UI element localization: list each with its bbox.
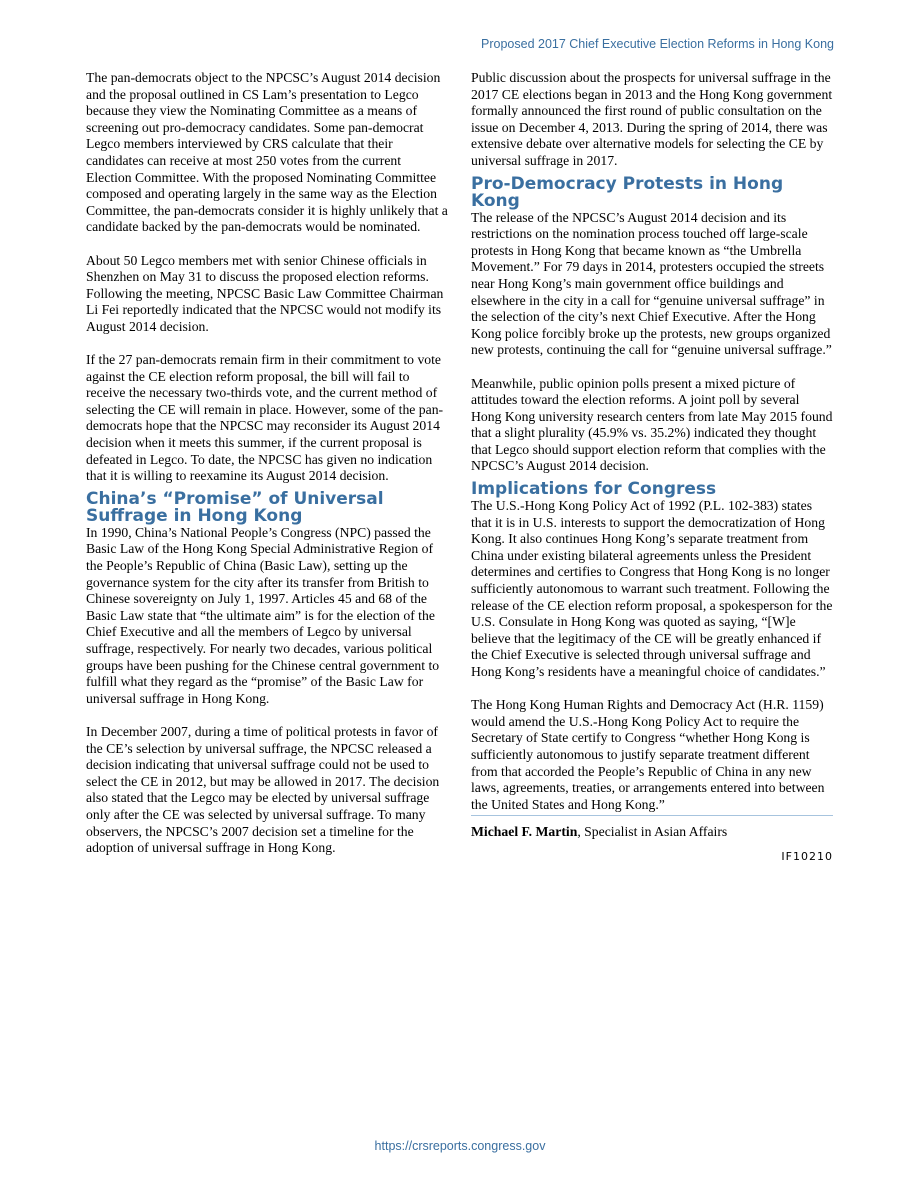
author-name: Michael F. Martin xyxy=(471,824,578,840)
paragraph: The U.S.-Hong Kong Policy Act of 1992 (P.L. 102-383) states that it is in U.S. interests to support the democratization of Hong Kong. It also continues Hong Kong’s separate treatment from China under existing bilateral agreements unless the President determines and certifies to Congress that Hong Kong is no longer sufficiently autonomous to warrant such treatment. Following the release of the CE election reform proposal, a spokesperson for the U.S. Consulate in Hong Kong was quoted as saying, “[W]e believe that the legitimacy of the CE will be greatly enhanced if the Chief Executive is selected through universal suffrage and Hong Kong’s residents have a meaningful choice of candidates.” xyxy=(471,498,833,679)
paragraph: The Hong Kong Human Rights and Democracy Act (H.R. 1159) would amend the U.S.-Hong Kong Policy Act to require the Secretary of State certify to Congress “whether Hong Kong is sufficiently autonomous to justify separate treatment different from that accorded the People’s Republic of China in any new laws, agreements, treaties, or arrangements entered into between the United States and Hong Kong.” xyxy=(471,697,825,812)
running-header: Proposed 2017 Chief Executive Election Reforms in Hong Kong xyxy=(481,37,834,51)
section-heading: Implications for Congress xyxy=(471,479,717,500)
paragraph: Public discussion about the prospects for universal suffrage in the 2017 CE elections began in 2013 and the Hong Kong government formally announced the first round of public consultation on the issue on December 4, 2013. During the spring of 2014, there was extensive debate over alternative models for selecting the CE by universal suffrage in 2017. xyxy=(471,70,833,168)
paragraph: The release of the NPCSC’s August 2014 decision and its restrictions on the nomination process touched off large-scale protests in Hong Kong that became known as “the Umbrella Movement.” For 79 days in 2014, protesters occupied the streets near Hong Kong’s main government office buildings and elsewhere in the city in a call for “genuine universal suffrage” in the selection of the city’s next Chief Executive. After the Hong Kong police forcibly broke up the protests, new groups organized new protests, continuing the call for “genuine universal suffrage.” xyxy=(471,209,832,358)
paragraph: Meanwhile, public opinion polls present a mixed picture of attitudes toward the election reforms. A joint poll by several Hong Kong university research centers from late May 2015 found that a slight plurality (45.9% vs. 35.2%) indicated they thought that Legco should support election reform that complies with the NPCSC’s August 2014 decision. xyxy=(471,375,833,474)
paragraph: In 1990, China’s National People’s Congress (NPC) passed the Basic Law of the Hong Kong Special Administrative Region of the People’s Republic of China (Basic Law), setting up the governance system for the city after its transfer from British to Chinese sovereignty on July 1, 1997. Articles 45 and 68 of the Basic Law state that “the ultimate aim” is for the election of the Chief Executive and all the members of Legco by universal suffrage, respectively. For nearly two decades, various political groups have been pushing for the Chinese central government to fulfill what they regard as the “promise” of the Basic Law for universal suffrage in Hong Kong. xyxy=(86,524,440,706)
paragraph: If the 27 pan-democrats remain firm in their commitment to vote against the CE election reform proposal, the bill will fail to receive the necessary two-thirds vote, and the current method of selecting the CE will remain in place. However, some of the pan-democrats hope that the NPCSC may reconsider its August 2014 decision when it meets this summer, if the current proposal is defeated in Legco. To date, the NPCSC has given no indication that it is willing to reexamine its August 2014 decision. xyxy=(86,352,444,484)
left-column xyxy=(86,70,448,873)
author-title: , Specialist in Asian Affairs xyxy=(577,824,728,840)
section-heading: Pro-Democracy Protests in Hong Kong xyxy=(471,173,784,211)
product-code: IF10210 xyxy=(781,849,833,863)
right-column xyxy=(471,70,833,866)
paragraph: The pan-democrats object to the NPCSC’s August 2014 decision and the proposal outlined in CS Lam’s presentation to Legco because they view the Nominating Committee as a means of screening out pro-democracy candidates. Some pan-democrat Legco members interviewed by CRS calculate that their candidates can receive at most 250 votes from the current Election Committee. With the proposed Nominating Committee composed and operating largely in the same way as the Election Committee, the pan-democrats consider it is highly unlikely that a candidate backed by the pan-democrats would be nominated. xyxy=(86,70,448,235)
divider xyxy=(471,815,833,816)
paragraph: About 50 Legco members met with senior Chinese officials in Shenzhen on May 31 to discuss the proposed election reforms. Following the meeting, NPCSC Basic Law Committee Chairman Li Fei reportedly indicated that the NPCSC would not modify its August 2014 decision. xyxy=(86,252,444,334)
author-line xyxy=(471,824,833,841)
section-heading: China’s “Promise” of Universal Suffrage in Hong Kong xyxy=(86,488,384,526)
footer-url[interactable]: https://crsreports.congress.gov xyxy=(374,1139,546,1153)
paragraph: In December 2007, during a time of political protests in favor of the CE’s selection by universal suffrage, the NPCSC released a decision indicating that universal suffrage could not be used to select the CE in 2012, but may be allowed in 2017. The decision also stated that the Legco may be elected by universal suffrage only after the CE was selected by universal suffrage. To many observers, the NPCSC’s 2007 decision set a timeline for the adoption of universal suffrage in Hong Kong. xyxy=(86,723,440,856)
